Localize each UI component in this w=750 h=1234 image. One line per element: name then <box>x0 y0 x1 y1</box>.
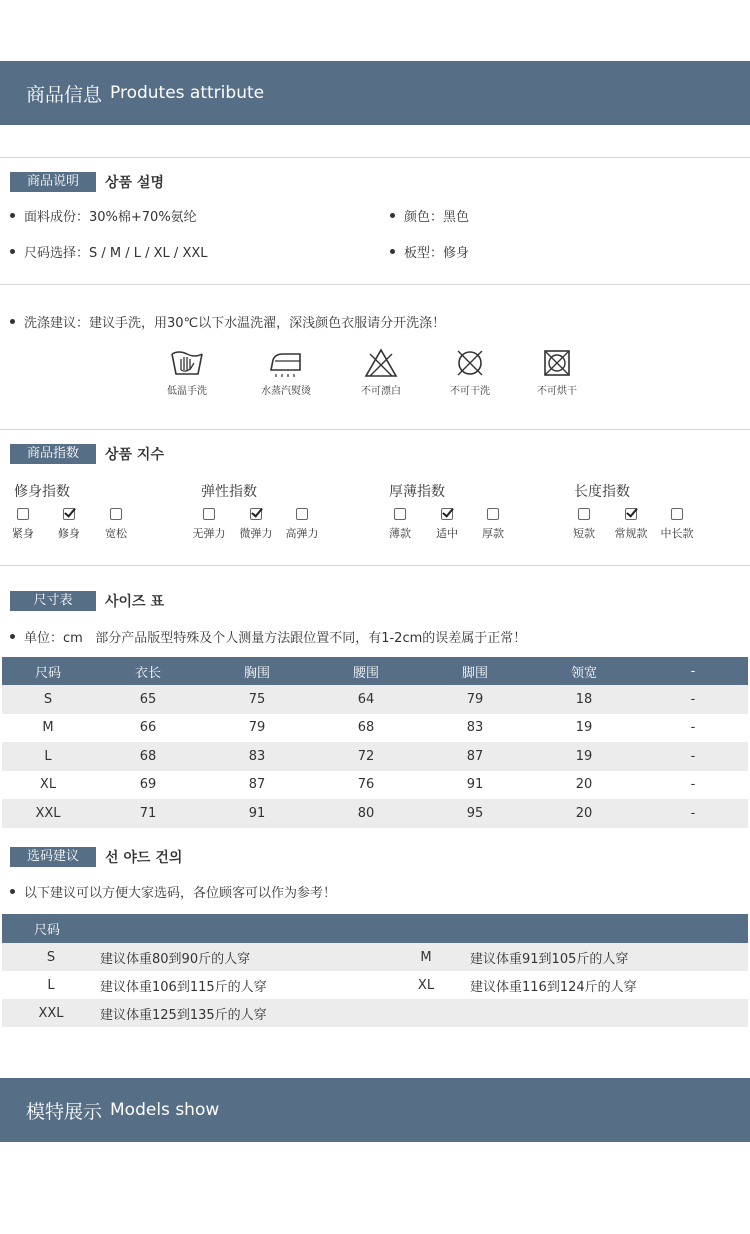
attribute-fabric: 面料成份：30%棉+70%氨纶 <box>10 206 197 225</box>
section-title-ko: 상품 지수 <box>105 447 164 463</box>
size-recommend-header <box>10 847 182 867</box>
attribute-sizes: 尺码选择：S / M / L / XL / XXL <box>10 242 208 261</box>
attribute-fit: 板型：修身 <box>390 242 469 261</box>
section-tag: 选码建议 <box>10 847 96 867</box>
banner-title-cn: 模特展示 <box>26 1100 103 1123</box>
checkbox <box>296 508 308 520</box>
fit-index-title: 修身指数 <box>14 484 70 500</box>
no-dry-clean-icon <box>455 348 485 378</box>
attribute-color: 颜色：黑色 <box>390 206 469 225</box>
divider <box>0 429 750 430</box>
recommend-note: 以下建议可以方便大家选码，各位顾客可以作为参考！ <box>10 882 336 901</box>
fit-option-slim: 修身 <box>49 508 89 541</box>
length-option-short: 短款 <box>564 508 604 541</box>
elastic-option-none: 无弹力 <box>189 508 229 541</box>
table-row: S 建议体重80到90斤的人穿 M 建议体重91到105斤的人穿 <box>2 943 748 971</box>
banner-title-cn: 商品信息 <box>26 83 103 106</box>
fit-option-tight: 紧身 <box>3 508 43 541</box>
recommend-table-header: 尺码 <box>2 914 748 943</box>
section-title-ko: 상품 설명 <box>105 175 164 191</box>
elastic-index-title: 弹性指数 <box>201 484 257 500</box>
product-index-header <box>10 444 164 464</box>
table-row: L 68 83 72 87 19 - <box>2 742 748 771</box>
care-label: 不可烘干 <box>537 386 577 397</box>
table-row: XL 69 87 76 91 20 - <box>39 777 696 793</box>
hand-wash-icon <box>170 348 204 378</box>
care-steam-iron <box>251 348 321 397</box>
care-label: 低温手洗 <box>167 386 207 397</box>
checkbox <box>110 508 122 520</box>
size-table <box>2 657 748 828</box>
no-tumble-dry-icon <box>542 348 572 378</box>
section-tag: 尺寸表 <box>10 591 96 611</box>
elastic-option-high: 高弹力 <box>282 508 322 541</box>
care-hand-wash <box>152 348 222 397</box>
size-note: 单位：cm 部分产品版型特殊及个人测量方法跟位置不同，有1-2cm的误差属于正常！ <box>10 627 526 646</box>
thickness-index-title: 厚薄指数 <box>389 484 445 500</box>
table-row: L 建议体重106到115斤的人穿 XL 建议体重116到124斤的人穿 <box>47 977 637 995</box>
checkbox-checked <box>250 508 262 520</box>
table-row: M 66 79 68 83 19 - <box>42 720 696 736</box>
care-label: 水蒸汽熨烫 <box>261 386 311 397</box>
thickness-option-thick: 厚款 <box>473 508 513 541</box>
section-tag: 商品指数 <box>10 444 96 464</box>
section-title-ko: 사이즈 표 <box>105 594 164 610</box>
divider <box>0 284 750 285</box>
checkbox-checked <box>441 508 453 520</box>
checkbox <box>394 508 406 520</box>
wash-advice: 洗涤建议：建议手洗，用30℃以下水温洗濯，深浅颜色衣服请分开洗涤！ <box>10 312 445 331</box>
models-show-banner <box>0 1078 750 1142</box>
product-description-header <box>10 172 164 192</box>
checkbox-checked <box>63 508 75 520</box>
checkbox <box>671 508 683 520</box>
recommend-table <box>2 914 748 1027</box>
table-row: XXL 建议体重125到135斤的人穿 <box>2 999 748 1027</box>
section-title-ko: 선 야드 건의 <box>105 850 183 866</box>
thickness-option-medium: 适中 <box>427 508 467 541</box>
banner-title-en: Models show <box>110 1100 220 1120</box>
steam-iron-icon <box>267 348 305 378</box>
care-no-dry-clean <box>435 348 505 397</box>
table-row: S 65 75 64 79 18 - <box>2 685 748 714</box>
elastic-option-slight: 微弹力 <box>236 508 276 541</box>
no-bleach-icon <box>364 348 398 378</box>
size-table-header: 尺码 衣长 胸围 腰围 脚围 领宽 - <box>2 657 748 685</box>
section-tag: 商品说明 <box>10 172 96 192</box>
care-no-tumble-dry <box>522 348 592 397</box>
divider <box>0 565 750 566</box>
fit-option-loose: 宽松 <box>96 508 136 541</box>
care-no-bleach <box>346 348 416 397</box>
checkbox <box>203 508 215 520</box>
checkbox <box>487 508 499 520</box>
care-label: 不可漂白 <box>361 386 401 397</box>
care-label: 不可干洗 <box>450 386 490 397</box>
table-row: XXL 71 91 80 95 20 - <box>2 799 748 828</box>
divider <box>0 157 750 158</box>
thickness-option-thin: 薄款 <box>380 508 420 541</box>
length-index-title: 长度指数 <box>574 484 630 500</box>
length-option-long: 中长款 <box>657 508 697 541</box>
checkbox <box>578 508 590 520</box>
banner-title-en: Produtes attribute <box>110 83 265 103</box>
size-chart-header <box>10 591 164 611</box>
product-info-banner <box>0 61 750 125</box>
length-option-regular: 常规款 <box>611 508 651 541</box>
checkbox-checked <box>625 508 637 520</box>
checkbox <box>17 508 29 520</box>
